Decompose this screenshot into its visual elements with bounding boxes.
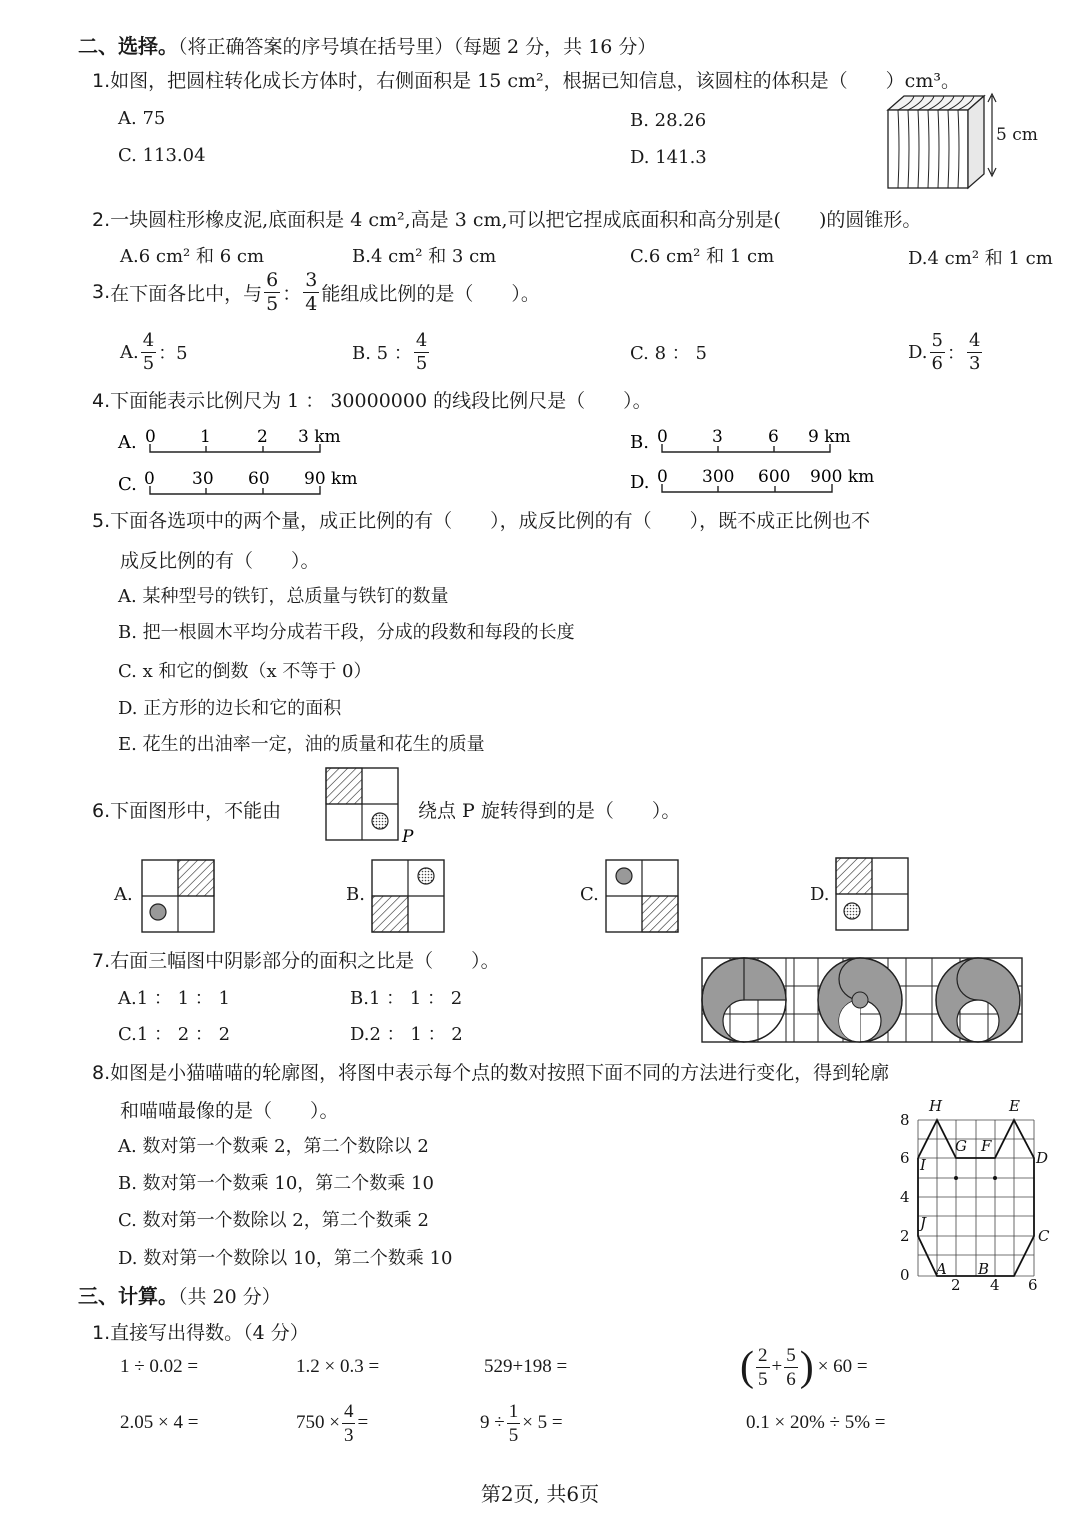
svg-text:3: 3 [712,427,723,447]
question-1: 1.如图，把圆柱转化成长方体时，右侧面积是 15 cm²，根据已知信息，该圆柱的体积是（ ）cm³。 [92,70,960,92]
point-i: I [920,1156,926,1174]
scale-bar-b [628,424,908,464]
svg-text:4: 4 [990,1276,1000,1294]
q7-shaded-circles-figure [700,956,1024,1044]
svg-text:6: 6 [900,1149,910,1167]
q5-option-d: D. 正方形的边长和它的面积 [118,698,342,719]
q6-option-c-figure [604,858,680,934]
svg-text:8: 8 [900,1111,910,1129]
calc-expr-7: 9 ÷ $\frac{1}{5}$ × 5 = [480,1400,563,1446]
q6-option-d-figure [834,856,910,932]
q8-option-b: B. 数对第一个数乘 10，第二个数乘 10 [118,1173,434,1194]
question-5: 5.下面各选项中的两个量，成正比例的有（ ），成反比例的有（ ），既不成正比例也不 [92,510,871,532]
svg-text:9 km: 9 km [808,427,851,447]
fraction-6-5: $\frac{6}{5}$ [266,268,279,315]
fraction-3-4: $\frac{3}{4}$ [305,268,318,315]
q7-option-c: C.1 ： 2 ： 2 [118,1024,231,1045]
q6-option-a-label: A. [114,884,133,905]
q6-option-b-figure [370,858,446,934]
q6-original-figure [324,766,420,846]
svg-text:B.: B. [630,432,649,453]
q3-option-c: C. 8 ： 5 [630,343,707,364]
q5-option-c: C. x 和它的倒数（x 不等于 0） [118,661,372,682]
calc-expr-5: 2.05 × 4 = [120,1412,199,1433]
question-4: 4.下面能表示比例尺为 1 ： 30000000 的线段比例尺是（ ）。 [92,390,652,412]
q8-option-c: C. 数对第一个数除以 2，第二个数乘 2 [118,1210,429,1231]
point-c: C [1038,1227,1050,1245]
section-3-title: 三、计算。（共 20 分） [78,1284,281,1308]
svg-text:60: 60 [248,469,270,489]
point-d: D [1036,1149,1049,1167]
calc-expr-4: ( $\frac{2}{5}$ + $\frac{5}{6}$ ) × 60 = [740,1344,868,1390]
q7-option-b: B.1 ： 1 ： 2 [350,988,463,1009]
svg-text:0: 0 [144,469,155,489]
svg-text:6: 6 [768,427,779,447]
section-2-title: 二、选择。（将正确答案的序号填在括号里）（每题 2 分，共 16 分） [78,34,657,58]
point-g: G [955,1137,967,1155]
q8-option-a: A. 数对第一个数乘 2，第二个数除以 2 [118,1136,429,1157]
q6-option-c-label: C. [580,884,599,905]
point-h: H [929,1097,943,1115]
point-a: A [936,1260,947,1278]
q8-cat-outline-grid [892,1094,1060,1294]
svg-text:4: 4 [900,1188,910,1206]
question-3: 3. 在下面各比中，与 $\frac{6}{5}$ ： $\frac{3}{4}$ 能组成比例的是（ ）。 [92,268,540,315]
calc-expr-2: 1.2 × 0.3 = [296,1356,380,1377]
svg-text:90 km: 90 km [304,469,358,489]
question-8-line2: 和喵喵最像的是（ ）。 [120,1100,339,1122]
svg-text:6: 6 [1028,1276,1038,1294]
q6-option-d-label: D. [810,884,830,905]
q2-option-a: A.6 cm² 和 6 cm [120,246,265,267]
q5-option-b: B. 把一根圆木平均分成若干段，分成的段数和每段的长度 [118,622,575,643]
svg-text:900 km: 900 km [810,467,875,487]
svg-text:0: 0 [900,1266,910,1284]
question-2: 2.一块圆柱形橡皮泥,底面积是 4 cm²,高是 3 cm,可以把它捏成底面积和高分别是( )的圆锥形。 [92,209,922,231]
svg-text:C.: C. [118,474,137,495]
point-b: B [978,1260,990,1278]
q1-option-c: C. 113.04 [118,145,206,166]
svg-text:2: 2 [951,1276,961,1294]
question-5-line2: 成反比例的有（ ）。 [120,550,320,572]
point-e: E [1009,1097,1020,1115]
q1-option-a: A. 75 [118,108,166,129]
svg-text:1: 1 [200,427,211,447]
q5-option-e: E. 花生的出油率一定，油的质量和花生的质量 [118,734,485,755]
svg-text:D.: D. [630,472,650,493]
svg-text:30: 30 [192,469,214,489]
calc-expr-3: 529+198 = [484,1356,568,1377]
point-f: F [981,1137,992,1155]
calc-part-1-title: 1.直接写出得数。（4 分） [92,1322,309,1344]
point-p-label: P [402,827,414,846]
scale-bar-a [116,424,376,464]
calc-expr-1: 1 ÷ 0.02 = [120,1356,199,1377]
q6-option-a-figure [140,858,216,934]
q5-option-a: A. 某种型号的铁钉，总质量与铁钉的数量 [118,586,449,607]
q1-option-d: D. 141.3 [630,147,707,168]
q6-option-b-label: B. [346,884,365,905]
svg-text:600: 600 [758,467,791,487]
svg-text:0: 0 [145,427,156,447]
svg-text:0: 0 [657,427,668,447]
q2-option-d: D.4 cm² 和 1 cm [908,248,1053,269]
q7-option-a: A.1 ： 1 ： 1 [118,988,230,1009]
question-6-tail: 绕点 P 旋转得到的是（ ）。 [418,800,681,822]
q2-option-b: B.4 cm² 和 3 cm [352,246,497,267]
svg-text:2: 2 [257,427,268,447]
svg-text:0: 0 [657,467,668,487]
q3-option-d: D. $\frac{5}{6}$ ： $\frac{4}{3}$ [908,329,981,374]
section-3-note: （共 20 分） [178,1286,281,1308]
svg-text:A.: A. [118,432,137,453]
svg-text:2: 2 [900,1227,910,1245]
q7-option-d: D.2 ： 1 ： 2 [350,1024,463,1045]
svg-text:300: 300 [702,467,735,487]
cylinder-slices-figure [880,92,1050,194]
q3-option-b: B. 5 ： $\frac{4}{5}$ [352,329,428,374]
scale-bar-c [116,466,396,506]
q1-option-b: B. 28.26 [630,110,707,131]
question-6: 6.下面图形中，不能由 [92,800,282,822]
calc-expr-8: 0.1 × 20% ÷ 5% = [746,1412,886,1433]
section-2-note: （将正确答案的序号填在括号里）（每题 2 分，共 16 分） [178,36,657,58]
question-8: 8.如图是小猫喵喵的轮廓图，将图中表示每个点的数对按照下面不同的方法进行变化，得到轮廓 [92,1062,890,1084]
q3-option-a: A. $\frac{4}{5}$ ：5 [120,329,188,374]
page-footer: 第2页, 共6页 [480,1482,600,1506]
svg-text:3 km: 3 km [298,427,341,447]
calc-expr-6: 750 × $\frac{4}{3}$ = [296,1400,369,1446]
scale-bar-d [628,464,928,504]
height-label: 5 cm [996,125,1038,145]
point-j: J [920,1214,927,1232]
question-7: 7.右面三幅图中阴影部分的面积之比是（ ）。 [92,950,500,972]
q8-option-d: D. 数对第一个数除以 10，第二个数乘 10 [118,1248,453,1269]
q2-option-c: C.6 cm² 和 1 cm [630,246,775,267]
